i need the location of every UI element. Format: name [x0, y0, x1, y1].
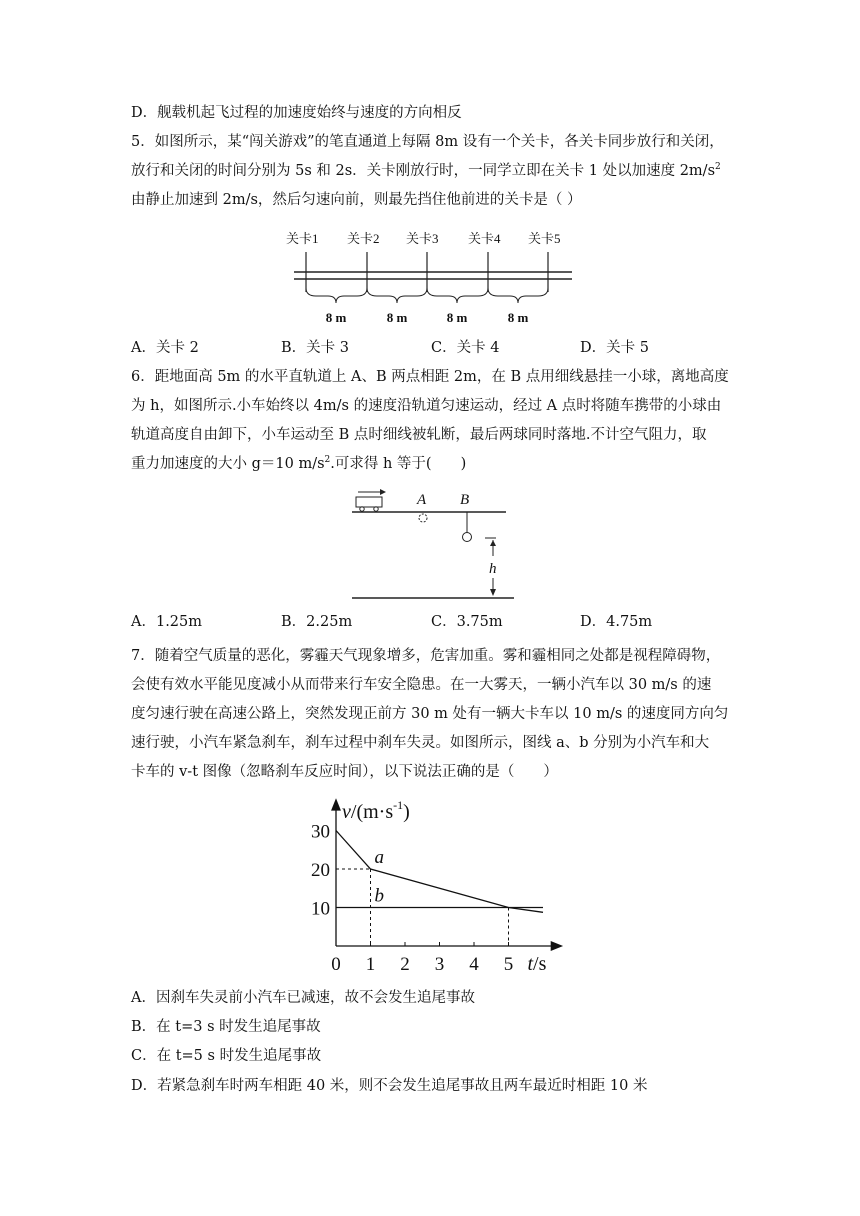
- q7-option-b: B．在 t=3 s 时发生追尾事故: [131, 1019, 321, 1035]
- x-axis-arrow: [551, 942, 561, 950]
- y-tick-label: 10: [311, 898, 330, 920]
- superscript: 2: [324, 455, 331, 466]
- gate-label-4: 关卡4: [468, 231, 501, 246]
- distance-label-3: 8 m: [446, 310, 468, 325]
- x-tick-label: 0: [331, 954, 341, 975]
- point-b-label: B: [460, 492, 470, 508]
- q5-text-line1: 5．如图所示，某“闯关游戏”的笔直通道上每隔 8m 设有一个关卡，各关卡同步放行和关闭，: [131, 134, 724, 150]
- q7-text-line3: 度匀速行驶在高速公路上，突然发现正前方 30 m 处有一辆大卡车以 10 m/s 的速度同方向匀: [131, 706, 729, 722]
- distance-label-2: 8 m: [386, 310, 408, 325]
- gate-label-3: 关卡3: [406, 231, 439, 246]
- q6-option-b: B．2.25m: [281, 614, 353, 630]
- q6-option-d: D．4.75m: [580, 614, 653, 630]
- x-tick-label: 1: [365, 954, 376, 975]
- series-b-label: b: [374, 885, 384, 907]
- gate-label-5: 关卡5: [528, 231, 561, 246]
- q4-option-d: D．舰载机起飞过程的加速度始终与速度的方向相反: [131, 105, 462, 121]
- q6-text-line3: 轨道高度自由卸下，小车运动至 B 点时细线被轧断，最后两球同时落地.不计空气阻力，取: [131, 427, 707, 443]
- distance-label-4: 8 m: [507, 310, 529, 325]
- q5-option-d: D．关卡 5: [580, 340, 649, 356]
- q7-option-a: A．因刹车失灵前小汽车已减速，故不会发生追尾事故: [131, 990, 475, 1006]
- x-tick-label: 2: [400, 954, 410, 975]
- y-axis-arrow: [332, 800, 340, 810]
- y-axis-label: $v/(m\cdot s^{-1})$: [342, 798, 410, 823]
- q6-text-line1: 6．距地面高 5m 的水平直轨道上 A、B 两点相距 2m，在 B 点用细线悬挂一小球，离地高度: [131, 369, 729, 385]
- q7-option-c: C．在 t=5 s 时发生追尾事故: [131, 1048, 322, 1064]
- q7-option-d: D．若紧急刹车时两车相距 40 米，则不会发生追尾事故且两车最近时相距 10 米: [131, 1078, 648, 1094]
- x-tick-label: 5: [503, 954, 514, 975]
- q7-text-line2: 会使有效水平能见度减小从而带来行车安全隐患。在一大雾天，一辆小汽车以 30 m/s 的速: [131, 677, 712, 693]
- q7-text-line5: 卡车的 v-t 图像（忽略刹车反应时间），以下说法正确的是（ ）: [131, 764, 558, 780]
- q5-option-c: C．关卡 4: [431, 340, 500, 356]
- q7-vt-chart: [300, 796, 570, 980]
- q5-option-b: B．关卡 3: [281, 340, 349, 356]
- series-a-line: [336, 831, 543, 913]
- y-tick-label: 20: [311, 860, 330, 881]
- q6-option-a: A．1.25m: [131, 614, 203, 630]
- q5-figure-gates: [282, 226, 582, 328]
- x-tick-label: 3: [434, 954, 445, 975]
- q5-text-line2: 放行和关闭的时间分别为 5s 和 2s．关卡刚放行时，一同学立即在关卡 1 处以加速度 $2m/s^2$: [131, 162, 721, 179]
- point-a-label: A: [417, 492, 427, 508]
- superscript: 2: [715, 162, 721, 173]
- series-a-label: a: [374, 847, 384, 868]
- gate-label-1: 关卡1: [286, 231, 319, 246]
- distance-label-1: 8 m: [325, 310, 347, 325]
- q6-figure-track: [348, 486, 518, 604]
- q6-text-line4: 重力加速度的大小 g＝10 $m/s^2$.可求得 h 等于( ): [131, 455, 467, 472]
- q7-text-line4: 速行驶，小汽车紧急刹车，刹车过程中刹车失灵。如图所示，图线 a、b 分别为小汽车和大: [131, 735, 710, 751]
- height-label: h: [489, 561, 497, 577]
- gate-label-2: 关卡2: [347, 231, 380, 246]
- y-tick-label: 30: [311, 821, 330, 843]
- x-axis-label: t/s: [527, 953, 547, 975]
- q6-text-line2: 为 h，如图所示.小车始终以 4m/s 的速度沿轨道匀速运动，经过 A 点时将随车携带的小球由: [131, 398, 722, 414]
- x-tick-label: 4: [469, 954, 479, 975]
- q6-option-c: C．3.75m: [431, 614, 503, 630]
- q5-option-a: A．关卡 2: [131, 340, 199, 356]
- q7-text-line1: 7．随着空气质量的恶化，雾霾天气现象增多，危害加重。雾和霾相同之处都是视程障碍物，: [131, 648, 721, 664]
- q5-text-line3: 由静止加速到 2m/s，然后匀速向前，则最先挡住他前进的关卡是（ ）: [131, 192, 582, 208]
